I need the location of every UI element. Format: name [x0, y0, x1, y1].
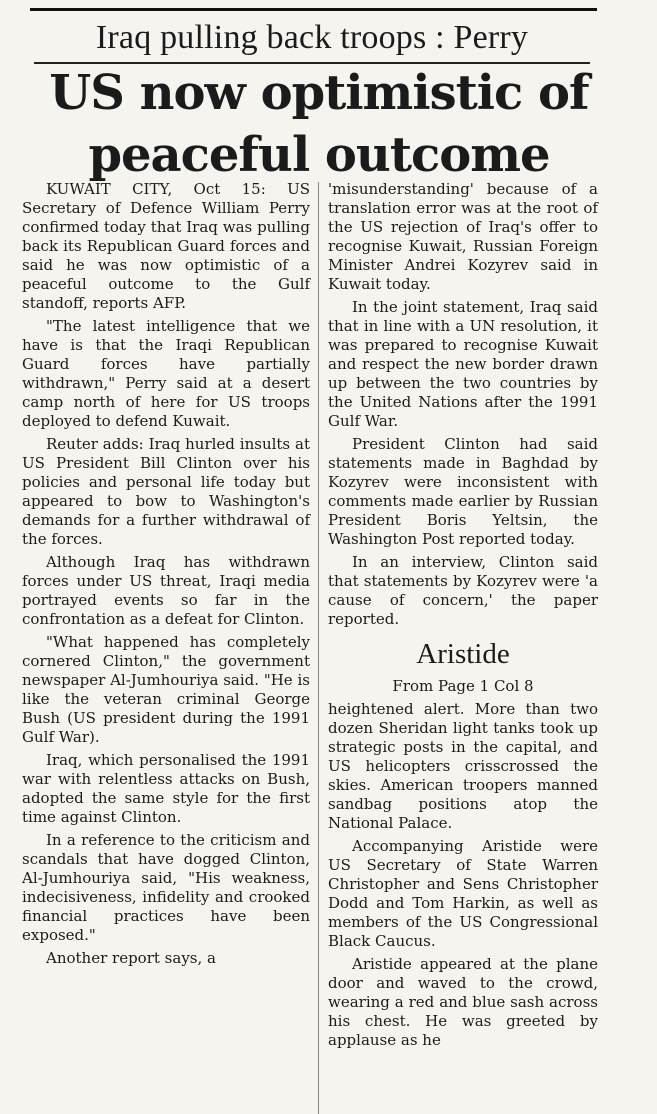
paragraph: "What happened has completely cornered Clinton," the government newspaper Al-Jumhouriya said. "He is like the veteran criminal George Bush (US president during the 1991 Gulf War).: [22, 633, 310, 746]
paragraph: Accompanying Aristide were US Secretary of State Warren Christopher and Sens Christopher Dodd and Tom Harkin, as well as members of the US Congressional Black Caucus.: [328, 837, 598, 950]
paragraph: Reuter adds: Iraq hurled insults at US President Bill Clinton over his policies and personal life today but appeared to bow to Washington's demands for a further withdrawal of the forces.: [22, 435, 310, 548]
paragraph: Iraq, which personalised the 1991 war with relentless attacks on Bush, adopted the same style for the first time against Clinton.: [22, 751, 310, 826]
paragraph: KUWAIT CITY, Oct 15: US Secretary of Defence William Perry confirmed today that Iraq was pulling back its Republican Guard forces and said he was now optimistic of a peaceful outcome to the Gulf standoff, reports AFP.: [22, 180, 310, 312]
paragraph: "The latest intelligence that we have is that the Iraqi Republican Guard forces have partially withdrawn," Perry said at a desert camp north of here for US troops deployed to defend Kuwait.: [22, 317, 310, 430]
jump-line: From Page 1 Col 8: [392, 677, 534, 695]
left-column: [22, 180, 310, 972]
paragraph: Another report says, a: [46, 949, 216, 967]
paragraph: In an interview, Clinton said that statements by Kozyrev were 'a cause of concern,' the paper reported.: [328, 553, 598, 628]
top-rule: [30, 8, 597, 11]
paragraph: President Clinton had said statements made in Baghdad by Kozyrev were inconsistent with comments made earlier by Russian President Boris Yeltsin, the Washington Post reported today.: [328, 435, 598, 548]
paragraph: 'misunderstanding' because of a translation error was at the root of the US rejection of Iraq's offer to recognise Kuwait, Russian Foreign Minister Andrei Kozyrev said in Kuwait today.: [328, 180, 598, 293]
column-divider: [318, 182, 319, 1114]
kicker-headline: Iraq pulling back troops : Perry: [34, 14, 590, 64]
paragraph: In the joint statement, Iraq said that in line with a UN resolution, it was prepared to recognise Kuwait and respect the new border drawn up between the two countries by the United Nations after the 1991 Gulf War.: [328, 298, 598, 430]
paragraph: Aristide appeared at the plane door and waved to the crowd, wearing a red and blue sash across his chest. He was greeted by applause as he: [328, 955, 598, 1049]
aristide-subhead: Aristide: [416, 638, 510, 670]
right-column: [328, 180, 598, 1054]
paragraph: heightened alert. More than two dozen Sheridan light tanks took up strategic posts in the capital, and US helicopters crisscrossed the skies. American troopers manned sandbag positions atop the National Palace.: [328, 700, 598, 832]
main-headline: US now optimistic of peaceful outcome: [49, 65, 589, 183]
paragraph: In a reference to the criticism and scandals that have dogged Clinton, Al-Jumhouriya said, "His weakness, indecisiveness, infidelity and crooked financial practices have been exposed.": [22, 831, 310, 944]
paragraph: Although Iraq has withdrawn forces under US threat, Iraqi media portrayed events so far in the confrontation as a defeat for Clinton.: [22, 553, 310, 628]
